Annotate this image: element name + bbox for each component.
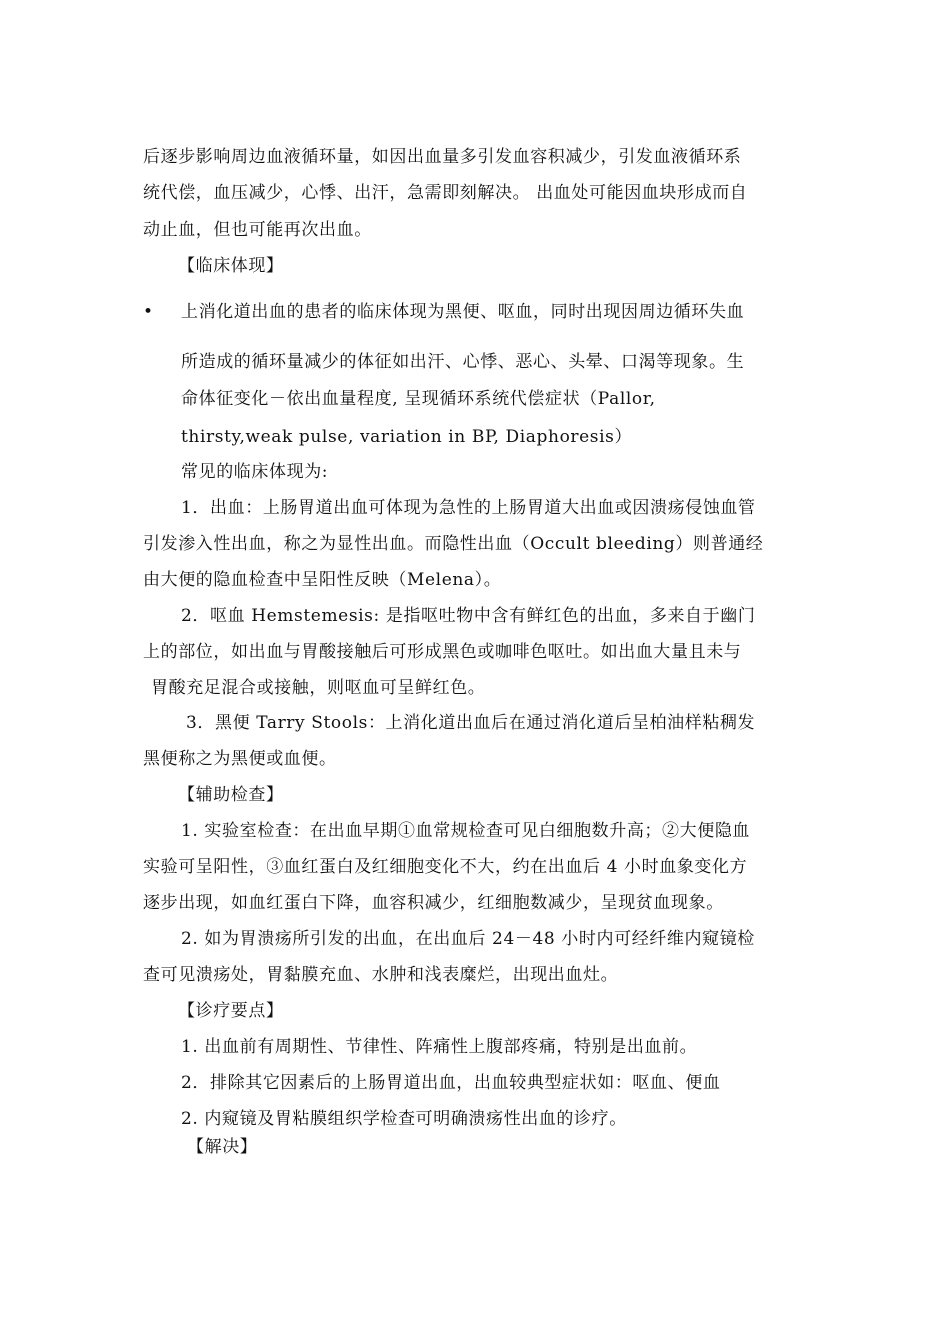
text-line: 查可见溃疡处，胃黏膜充血、水肿和浅表糜烂，出现出血灶。: [143, 965, 619, 985]
section-heading: 【解决】: [187, 1137, 258, 1157]
text-line: 上的部位，如出血与胃酸接触后可形成黑色或咖啡色呕吐。如出血大量且未与: [143, 642, 742, 662]
text-line: 1．出血：上肠胃道出血可体现为急性的上肠胃道大出血或因溃疡侵蚀血管: [181, 498, 756, 518]
text-line: 胃酸充足混合或接触，则呕血可呈鲜红色。: [151, 678, 486, 698]
text-line: 上消化道出血的患者的临床体现为黑便、呕血，同时出现因周边循环失血: [181, 302, 745, 322]
text-line: 1. 出血前有周期性、节律性、阵痛性上腹部疼痛，特别是出血前。: [181, 1037, 698, 1057]
text-line: 3．黑便 Tarry Stools：上消化道出血后在通过消化道后呈柏油样粘稠发: [186, 713, 756, 733]
text-line: 常见的临床体现为:: [181, 462, 329, 482]
text-line: thirsty,weak pulse, variation in BP, Diaphoresis）: [181, 427, 633, 447]
text-line: 2．呕血 Hemstemesis: 是指呕吐物中含有鲜红色的出血，多来自于幽门: [181, 606, 756, 626]
text-line: 后逐步影响周边血液循环量，如因出血量多引发血容积减少，引发血液循环系: [143, 147, 742, 167]
text-line: 命体征变化－依出血量程度, 呈现循环系统代偿症状（Pallor,: [181, 389, 656, 409]
bullet-icon: •: [143, 302, 154, 322]
text-line: 由大便的隐血检查中呈阳性反映（Melena）。: [143, 570, 502, 590]
section-heading: 【临床体现】: [178, 256, 284, 276]
text-line: 实验可呈阳性，③血红蛋白及红细胞变化不大，约在出血后 4 小时血象变化方: [143, 857, 748, 877]
text-line: 2. 内窥镜及胃粘膜组织学检查可明确溃疡性出血的诊疗。: [181, 1109, 627, 1129]
section-heading: 【辅助检查】: [178, 785, 284, 805]
text-line: 2．排除其它因素后的上肠胃道出血，出血较典型症状如：呕血、便血: [181, 1073, 721, 1093]
section-heading: 【诊疗要点】: [178, 1001, 284, 1021]
text-line: 1. 实验室检查：在出血早期①血常规检查可见白细胞数升高；②大便隐血: [181, 821, 751, 841]
text-line: 所造成的循环量减少的体征如出汗、心悸、恶心、头晕、口渴等现象。生: [181, 352, 745, 372]
text-line: 黑便称之为黑便或血便。: [143, 749, 337, 769]
text-line: 引发渗入性出血，称之为显性出血。而隐性出血（Occult bleeding）则普通经: [143, 534, 764, 554]
text-line: 2. 如为胃溃疡所引发的出血，在出血后 24－48 小时内可经纤维内窥镜检: [181, 929, 755, 949]
text-line: 逐步出现，如血红蛋白下降，血容积减少，红细胞数减少，呈现贫血现象。: [143, 893, 724, 913]
text-line: 动止血，但也可能再次出血。: [143, 220, 372, 240]
text-line: 统代偿，血压减少，心悸、出汗，急需即刻解决。 出血处可能因血块形成而自: [143, 183, 748, 203]
